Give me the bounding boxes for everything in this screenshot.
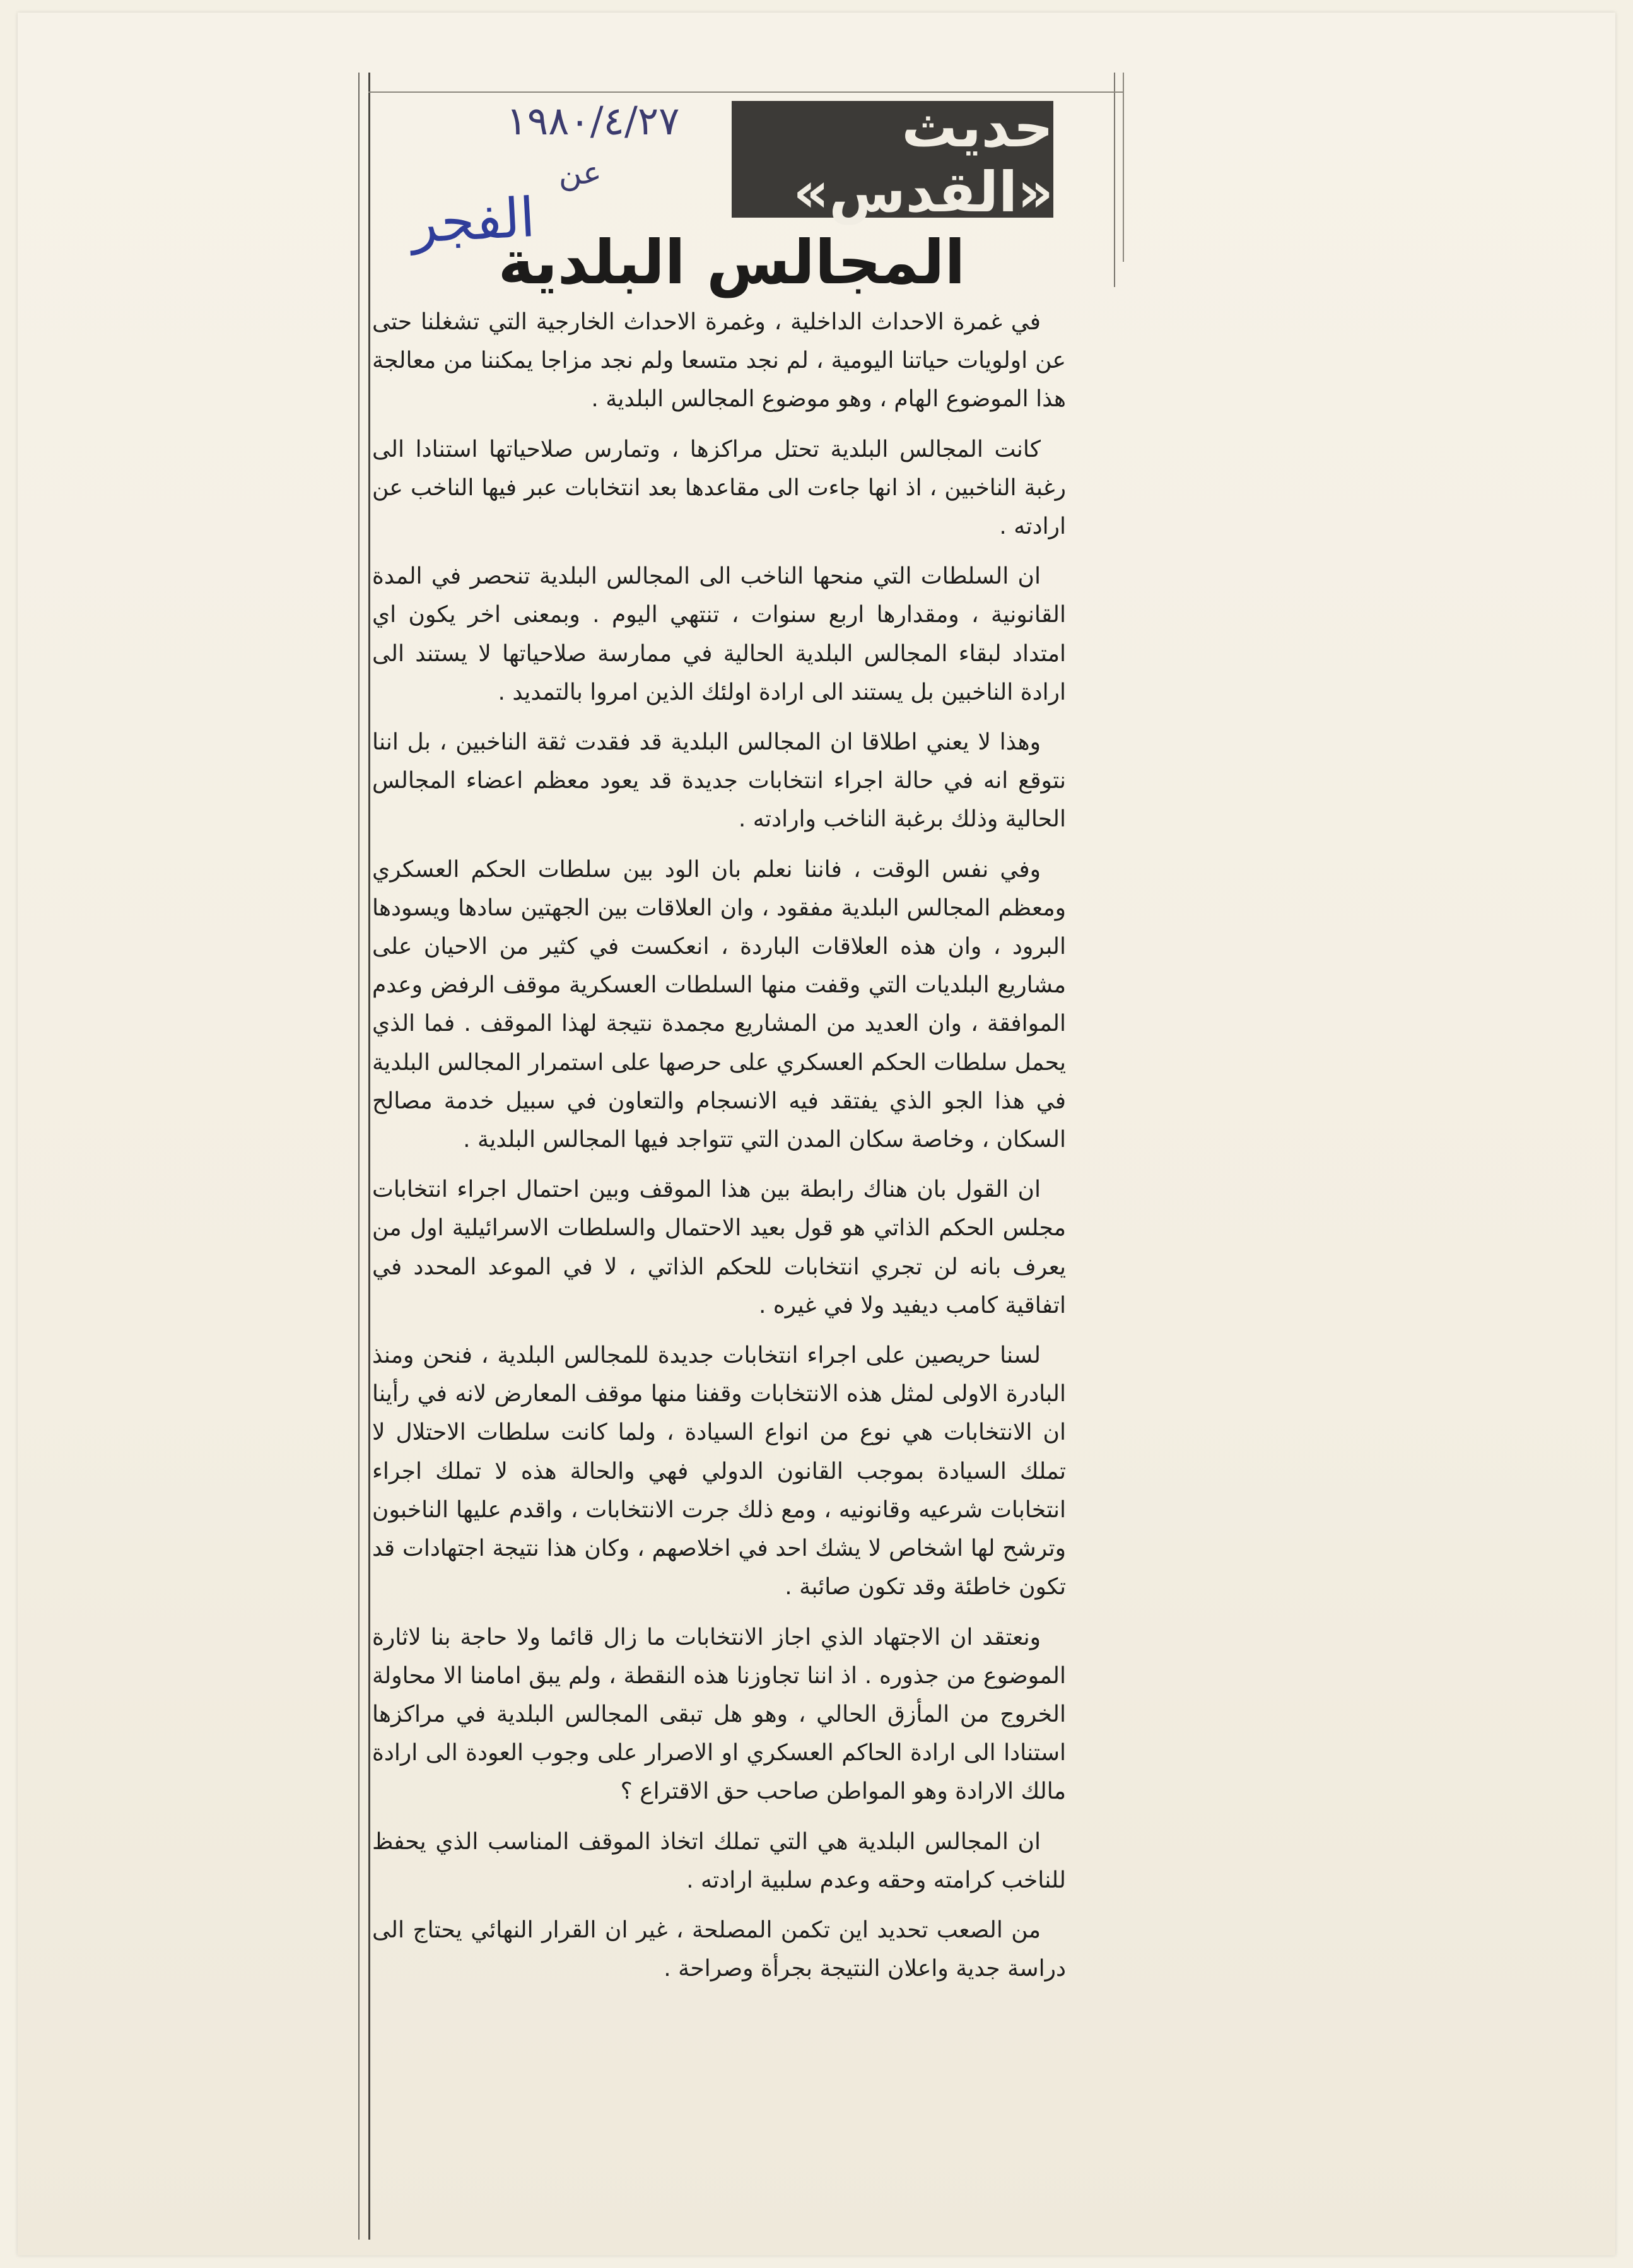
article-paragraph: ان السلطات التي منحها الناخب الى المجالس البلدية تنحصر في المدة القانونية ، ومقدارها اربع سنوات ، تنتهي اليوم . وبمعنى اخر يكون اي امتداد لبقاء المجالس البلدية الحالية في ممارسة صلاحياتها لا يستند الى ارادة الناخبين بل يستند الى ارادة اولئك الذين امروا بالتمديد .	[372, 563, 1066, 705]
article-paragraph: في غمرة الاحداث الداخلية ، وغمرة الاحداث الخارجية التي تشغلنا حتى عن اولويات حياتنا اليومية ، لم نجد متسعا ولم نجد مزاجا يمكننا من معالجة هذا الموضوع الهام ، وهو موضوع المجالس البلدية .	[372, 309, 1066, 413]
column-rule-right-inner	[1123, 73, 1124, 262]
article-body	[372, 303, 1066, 2227]
handwritten-source-note: الفجر	[409, 185, 537, 256]
article-paragraph: من الصعب تحديد اين تكمن المصلحة ، غير ان القرار النهائي يحتاج الى دراسة جدية واعلان النتيجة بجرأة وصراحة .	[372, 1917, 1066, 1982]
article-paragraph: ان المجالس البلدية هي التي تملك اتخاذ الموقف المناسب الذي يحفظ للناخب كرامته وحقه وعدم سلبية ارادته .	[372, 1828, 1066, 1893]
article-paragraph: كانت المجالس البلدية تحتل مراكزها ، وتمارس صلاحياتها استنادا الى رغبة الناخبين ، اذ انها جاءت الى مقاعدها بعد انتخابات عبر فيها الناخب عن ارادته .	[372, 436, 1066, 540]
handwritten-from-note: عن	[559, 155, 602, 191]
article-paragraph: لسنا حريصين على اجراء انتخابات جديدة للمجالس البلدية ، فنحن ومنذ البادرة الاولى لمثل هذه الانتخابات وقفنا منها موقف المعارض لانه في رأينا ان الانتخابات هي نوع من انواع السيادة ، ولما كانت سلطات الاحتلال لا تملك السيادة بموجب القانون الدولي فهي والحالة هذه لا تملك اجراء انتخابات شرعيه وقانونيه ، ومع ذلك جرت الانتخابات ، واقدم عليها الناخبون وترشح لها اشخاص لا يشك احد في اخلاصهم ، وكان هذا نتيجة اجتهادات قد تكون خاطئة وقد تكون صائبة .	[372, 1343, 1066, 1601]
column-rule-outer	[358, 73, 360, 2240]
article-paragraph: وهذا لا يعني اطلاقا ان المجالس البلدية قد فقدت ثقة الناخبين ، بل اننا نتوقع انه في حالة اجراء انتخابات جديدة قد يعود معظم اعضاء المجالس الحالية وذلك برغبة الناخب وارادته .	[372, 729, 1066, 833]
column-rule-inner	[368, 73, 370, 2240]
article-paragraph: ونعتقد ان الاجتهاد الذي اجاز الانتخابات ما زال قائما ولا حاجة بنا لاثارة الموضوع من جذوره . اذ اننا تجاوزنا هذه النقطة ، ولم يبق امامنا الا محاولة الخروج من المأزق الحالي ، وهو هل تبقى المجالس البلدية في مراكزها استنادا الى ارادة الحاكم العسكري او الاصرار على وجوب العودة الى ارادة مالك الارادة وهو المواطن صاحب حق الاقتراع ؟	[372, 1624, 1066, 1805]
article-paragraph: ان القول بان هناك رابطة بين هذا الموقف وبين احتمال اجراء انتخابات مجلس الحكم الذاتي هو قول بعيد الاحتمال والسلطات الاسرائيلية اول من يعرف بانه لن تجري انتخابات للحكم الذاتي ، لا في الموعد المحدد في اتفاقية كامب ديفيد ولا في غيره .	[372, 1177, 1066, 1319]
column-rule-right	[1114, 73, 1115, 287]
article-paragraph: وفي نفس الوقت ، فاننا نعلم بان الود بين سلطات الحكم العسكري ومعظم المجالس البلدية مفقود ، وان العلاقات بين الجهتين سادها ويسودها البرود ، وان هذه العلاقات الباردة ، انعكست في كثير من الاحيان على مشاريع البلديات التي وقفت منها السلطات العسكرية موقف الرفض وعدم الموافقة ، وان العديد من المشاريع مجمدة نتيجة لهذا الموقف . فما الذي يحمل سلطات الحكم العسكري على حرصها على استمرار المجالس البلدية في هذا الجو الذي يفتقد فيه الانسجام والتعاون في سبيل خدمة مصالح السكان ، وخاصة سكان المدن التي تتواجد فيها المجالس البلدية .	[372, 856, 1066, 1153]
column-top-rule	[368, 91, 1123, 93]
handwritten-date: ١٩٨٠/٤/٢٧	[506, 98, 680, 144]
column-banner: حديث «القدس»	[732, 101, 1053, 218]
article-title: المجالس البلدية	[498, 227, 966, 298]
